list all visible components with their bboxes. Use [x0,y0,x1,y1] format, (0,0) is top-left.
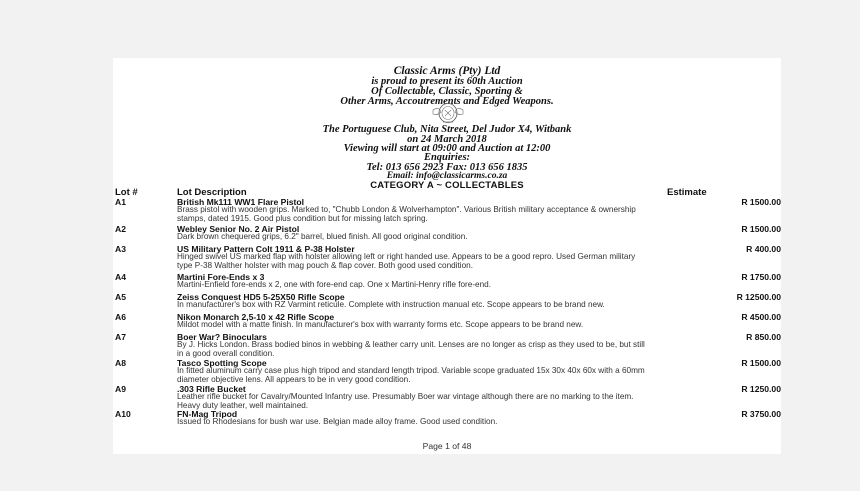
lot-column-header: Lot # [115,187,138,198]
lot-title: Martini Fore-Ends x 3 [177,272,265,282]
category-heading: CATEGORY A ~ COLLECTABLES [370,180,524,191]
lot-description: Hinged swivel US marked flap with holster allowing left or right handed use. Appears to be a good repro. Used German military type P-38 Walther holster with mag pouch & flap cover. Both good used condition. [177,252,636,270]
lot-estimate: R 850.00 [746,332,781,342]
lot-estimate: R 1500.00 [741,358,781,368]
header-line-4: Other Arms, Accoutrements and Edged Weapons. [340,96,554,107]
lot-title: FN-Mag Tripod [177,409,238,419]
enquiries-label: Enquiries: [423,152,471,163]
lot-title: Webley Senior No. 2 Air Pistol [177,224,300,234]
lot-description: Issued to Rhodesians for bush war use. Belgian made alloy frame. Good used condition. [177,417,498,426]
lot-estimate: R 1250.00 [741,384,781,394]
lot-title: .303 Rifle Bucket [177,384,246,394]
company-name: Classic Arms (Pty) Ltd [393,65,501,77]
lot-number: A4 [115,272,126,282]
lot-estimate: R 12500.00 [736,292,781,302]
header-line-2: is proud to present its 60th Auction [371,76,523,87]
lot-title: Nikon Monarch 2,5-10 x 42 Rifle Scope [177,312,335,322]
lot-estimate: R 400.00 [746,244,781,254]
crest-icon [431,102,465,124]
lot-estimate: R 1750.00 [741,272,781,282]
lot-description: In fitted aluminum carry case plus high tripod and standard length tripod. Variable scope graduated 15x 30x 40x 60x with a 60mm diameter objective lens. All appears to be in very good condition. [177,366,645,384]
viewing-line: Viewing will start at 09:00 and Auction at 12:00 [343,143,551,154]
lot-estimate: R 1500.00 [741,197,781,207]
lot-description: Leather rifle bucket for Cavalry/Mounted Infantry use. Presumably Boer war vintage although there are no marking to the item. Heavy duty leather, well maintained. [177,392,634,410]
lot-description: By J. Hicks London. Brass bodied binos in webbing & leather carry unit. Lenses are no longer as crisp as they used to be, but still in a good overall condition. [177,340,645,358]
lot-number: A6 [115,312,126,322]
lot-description: In manufacturer's box with RZ Varmint reticule. Complete with instruction manual etc. Scope appears to be brand new. [177,300,605,309]
lot-number: A2 [115,224,126,234]
lot-number: A9 [115,384,126,394]
lot-number: A5 [115,292,126,302]
lot-estimate: R 4500.00 [741,312,781,322]
lot-estimate: R 3750.00 [741,409,781,419]
lot-description: Mildot model with a matte finish. In manufacturer's box with warranty forms etc. Scope appears to be brand new. [177,320,584,329]
lot-number: A8 [115,358,126,368]
lot-number: A7 [115,332,126,342]
contact-line: Tel: 013 656 2923 Fax: 013 656 1835 [366,162,528,173]
estimate-column-header: Estimate [667,187,707,198]
description-column-header: Lot Description [177,187,247,198]
lot-description: Brass pistol with wooden grips. Marked to, "Chubb London & Wolverhampton". Various British military acceptance & ownership stamps, dated 1915. Good plus condition but for missing latch spring. [177,205,636,223]
page-number: Page 1 of 48 [422,441,472,451]
lot-number: A3 [115,244,126,254]
lot-description: Martini-Enfield fore-ends x 2, one with fore-end cap. One x Martini-Henry rifle fore-end. [177,280,491,289]
header-line-3: Of Collectable, Classic, Sporting & [371,86,523,97]
lot-description: Dark brown chequered grips, 6.2" barrel, blued finish. All good original condition. [177,232,468,241]
lot-title: Tasco Spotting Scope [177,358,267,368]
lot-title: Zeiss Conquest HD5 5-25X50 Rifle Scope [177,292,345,302]
lot-number: A1 [115,197,126,207]
lot-estimate: R 1500.00 [741,224,781,234]
lot-number: A10 [115,409,131,419]
lot-title: British Mk111 WW1 Flare Pistol [177,197,305,207]
catalogue-page [113,58,781,454]
lot-title: US Military Pattern Colt 1911 & P-38 Holster [177,244,355,254]
date-line: on 24 March 2018 [407,134,487,145]
venue-line: The Portuguese Club, Nita Street, Del Judor X4, Witbank [322,124,572,135]
email-line: Email: info@classicarms.co.za [386,171,508,181]
lot-title: Boer War? Binoculars [177,332,267,342]
